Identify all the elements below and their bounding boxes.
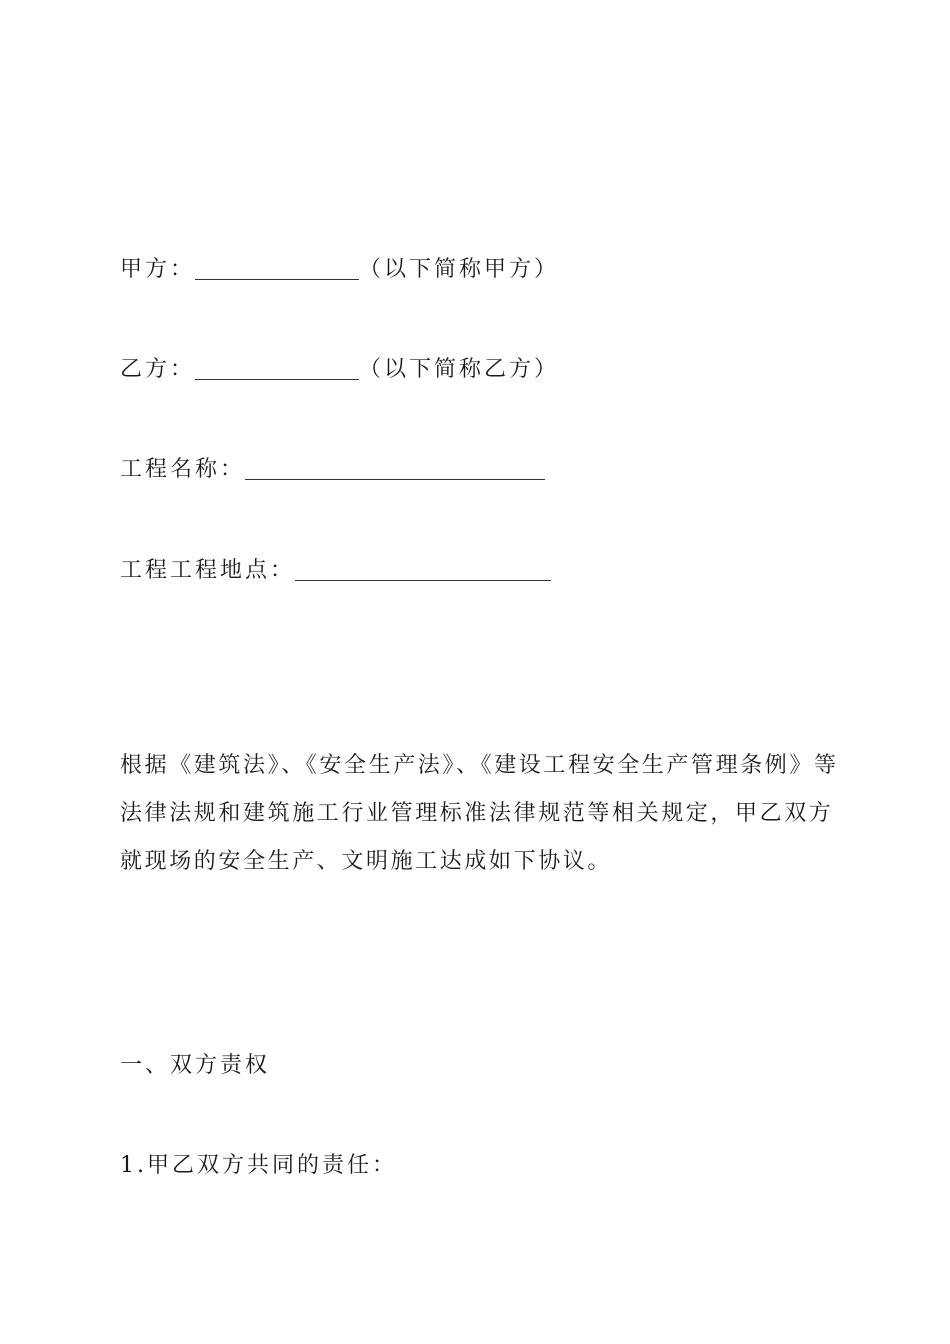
party-a-blank[interactable] bbox=[195, 257, 359, 280]
party-b-suffix: （以下简称乙方） bbox=[359, 357, 560, 382]
party-b-label: 乙方： bbox=[120, 357, 196, 382]
party-b-line bbox=[120, 355, 559, 385]
project-name-label: 工程名称： bbox=[120, 457, 246, 482]
project-location-blank[interactable] bbox=[295, 558, 551, 581]
section-1-heading: 一、双方责权 bbox=[120, 1053, 271, 1078]
project-location-label: 工程工程地点： bbox=[120, 558, 296, 583]
party-a-label: 甲方： bbox=[120, 257, 196, 282]
party-a-line bbox=[120, 255, 559, 285]
project-name-line bbox=[120, 455, 545, 485]
item-1-heading: 1.甲乙双方共同的责任： bbox=[120, 1153, 397, 1178]
party-b-blank[interactable] bbox=[195, 357, 359, 380]
party-a-suffix: （以下简称甲方） bbox=[359, 257, 560, 282]
project-name-blank[interactable] bbox=[245, 457, 545, 480]
intro-paragraph: 根据《建筑法》、《安全生产法》、《建设工程安全生产管理条例》等法律法规和建筑施工行业管理标准法律规范等相关规定，甲乙双方就现场的安全生产、文明施工达成如下协议。 bbox=[120, 753, 839, 874]
project-location-line bbox=[120, 556, 551, 586]
